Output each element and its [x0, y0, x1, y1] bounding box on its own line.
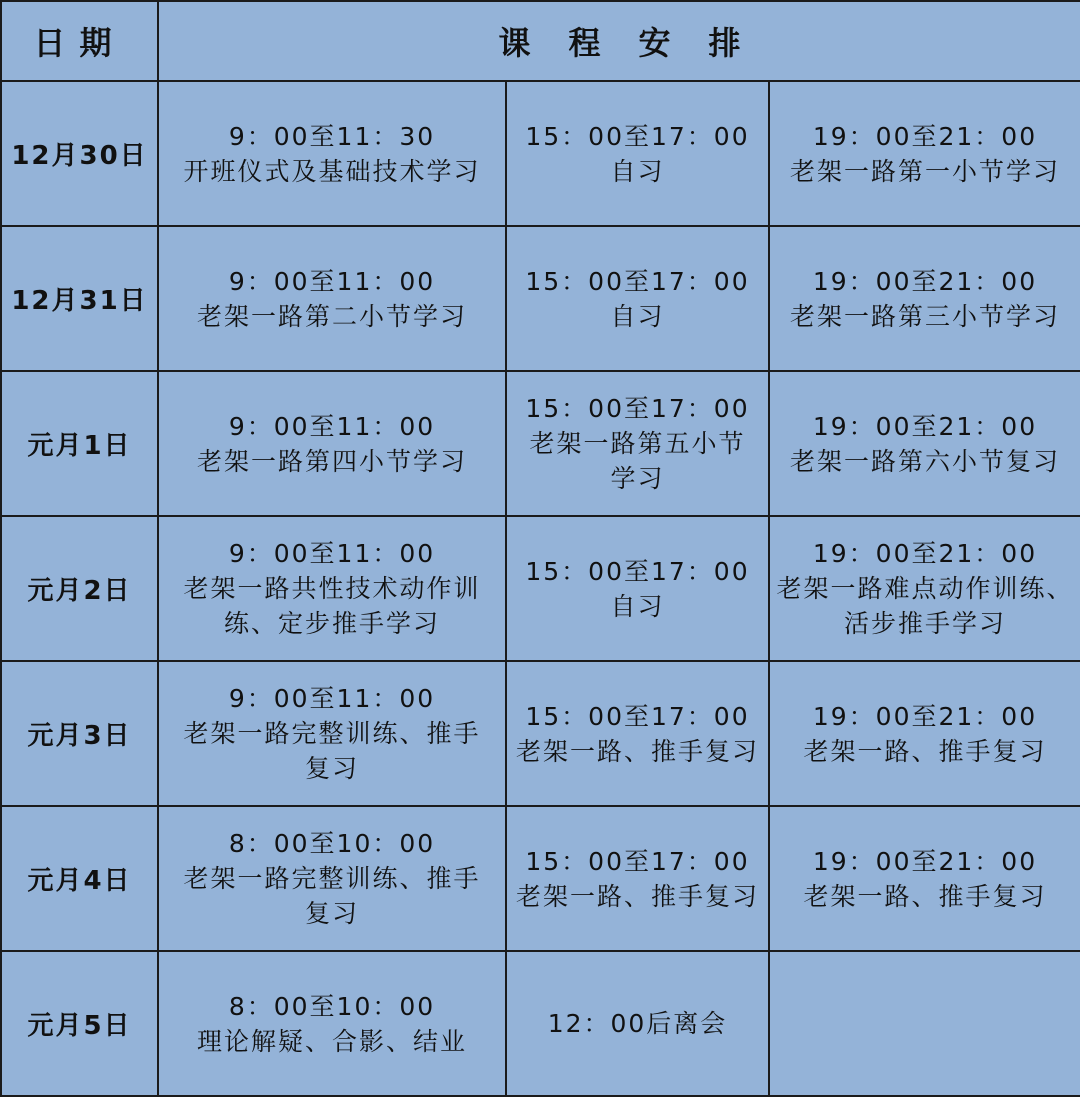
slot-time: 9：00至11：30	[228, 121, 436, 151]
date-cell: 元月2日	[1, 516, 158, 661]
slot-time: 8：00至10：00	[228, 991, 436, 1021]
afternoon-slot	[506, 371, 769, 516]
afternoon-slot	[506, 661, 769, 806]
slot-description: 自习	[610, 156, 665, 186]
slot-description: 老架一路第四小节学习	[196, 446, 467, 476]
date-column-header: 日期	[1, 1, 158, 81]
date-cell: 12月31日	[1, 226, 158, 371]
slot-time: 9：00至11：00	[228, 411, 436, 441]
evening-slot	[769, 81, 1080, 226]
morning-slot	[158, 226, 506, 371]
slot-description: 老架一路完整训练、推手复习	[183, 864, 481, 928]
slot-description: 自习	[610, 301, 665, 331]
morning-slot	[158, 806, 506, 951]
slot-description: 老架一路共性技术动作训练、定步推手学习	[183, 574, 481, 638]
slot-description: 开班仪式及基础技术学习	[183, 156, 481, 186]
slot-description: 老架一路第一小节学习	[789, 156, 1060, 186]
slot-description: 老架一路、推手复习	[515, 736, 759, 766]
slot-time: 9：00至11：00	[228, 539, 436, 568]
table-row	[1, 661, 1080, 806]
evening-slot	[769, 951, 1080, 1096]
slot-description: 老架一路第二小节学习	[196, 301, 467, 331]
course-column-header: 课程安排	[158, 1, 1080, 81]
slot-time: 15：00至17：00	[525, 394, 750, 423]
afternoon-slot	[506, 226, 769, 371]
evening-slot	[769, 806, 1080, 951]
slot-time: 15：00至17：00	[525, 701, 750, 731]
afternoon-slot	[506, 516, 769, 661]
date-cell: 元月3日	[1, 661, 158, 806]
morning-slot	[158, 951, 506, 1096]
table-row	[1, 226, 1080, 371]
slot-time: 15：00至17：00	[525, 266, 750, 296]
slot-time: 8：00至10：00	[228, 829, 436, 858]
table-row	[1, 516, 1080, 661]
slot-time: 19：00至21：00	[812, 266, 1038, 296]
slot-time: 19：00至21：00	[812, 411, 1038, 441]
slot-description: 理论解疑、合影、结业	[196, 1026, 467, 1056]
slot-time: 19：00至21：00	[812, 701, 1038, 731]
evening-slot	[769, 661, 1080, 806]
table-row	[1, 371, 1080, 516]
slot-time: 19：00至21：00	[812, 121, 1038, 151]
date-cell: 元月1日	[1, 371, 158, 516]
slot-description: 老架一路第三小节学习	[789, 301, 1060, 331]
afternoon-slot	[506, 806, 769, 951]
slot-time: 15：00至17：00	[525, 121, 750, 151]
slot-description: 自习	[610, 591, 665, 621]
morning-slot	[158, 516, 506, 661]
evening-slot	[769, 371, 1080, 516]
afternoon-slot	[506, 951, 769, 1096]
slot-description: 老架一路、推手复习	[803, 736, 1047, 766]
slot-description: 老架一路第五小节学习	[529, 429, 746, 493]
header-row	[1, 1, 1080, 81]
afternoon-slot	[506, 81, 769, 226]
slot-description: 老架一路、推手复习	[515, 881, 759, 911]
morning-slot	[158, 81, 506, 226]
slot-time: 15：00至17：00	[525, 556, 750, 586]
date-cell: 元月4日	[1, 806, 158, 951]
slot-description: 老架一路、推手复习	[803, 881, 1047, 911]
slot-time: 15：00至17：00	[525, 846, 750, 876]
date-cell: 元月5日	[1, 951, 158, 1096]
slot-time: 19：00至21：00	[812, 846, 1038, 876]
table-row	[1, 951, 1080, 1096]
morning-slot	[158, 371, 506, 516]
slot-time: 9：00至11：00	[228, 266, 436, 296]
slot-description: 老架一路第六小节复习	[789, 446, 1060, 476]
morning-slot	[158, 661, 506, 806]
slot-description: 老架一路完整训练、推手复习	[183, 719, 481, 783]
slot-time: 19：00至21：00	[812, 539, 1038, 568]
slot-time: 9：00至11：00	[228, 684, 436, 713]
table-row	[1, 81, 1080, 226]
slot-description: 老架一路难点动作训练、活步推手学习	[776, 574, 1074, 638]
slot-time: 12：00后离会	[547, 1009, 728, 1038]
evening-slot	[769, 516, 1080, 661]
evening-slot	[769, 226, 1080, 371]
table-row	[1, 806, 1080, 951]
date-cell: 12月30日	[1, 81, 158, 226]
